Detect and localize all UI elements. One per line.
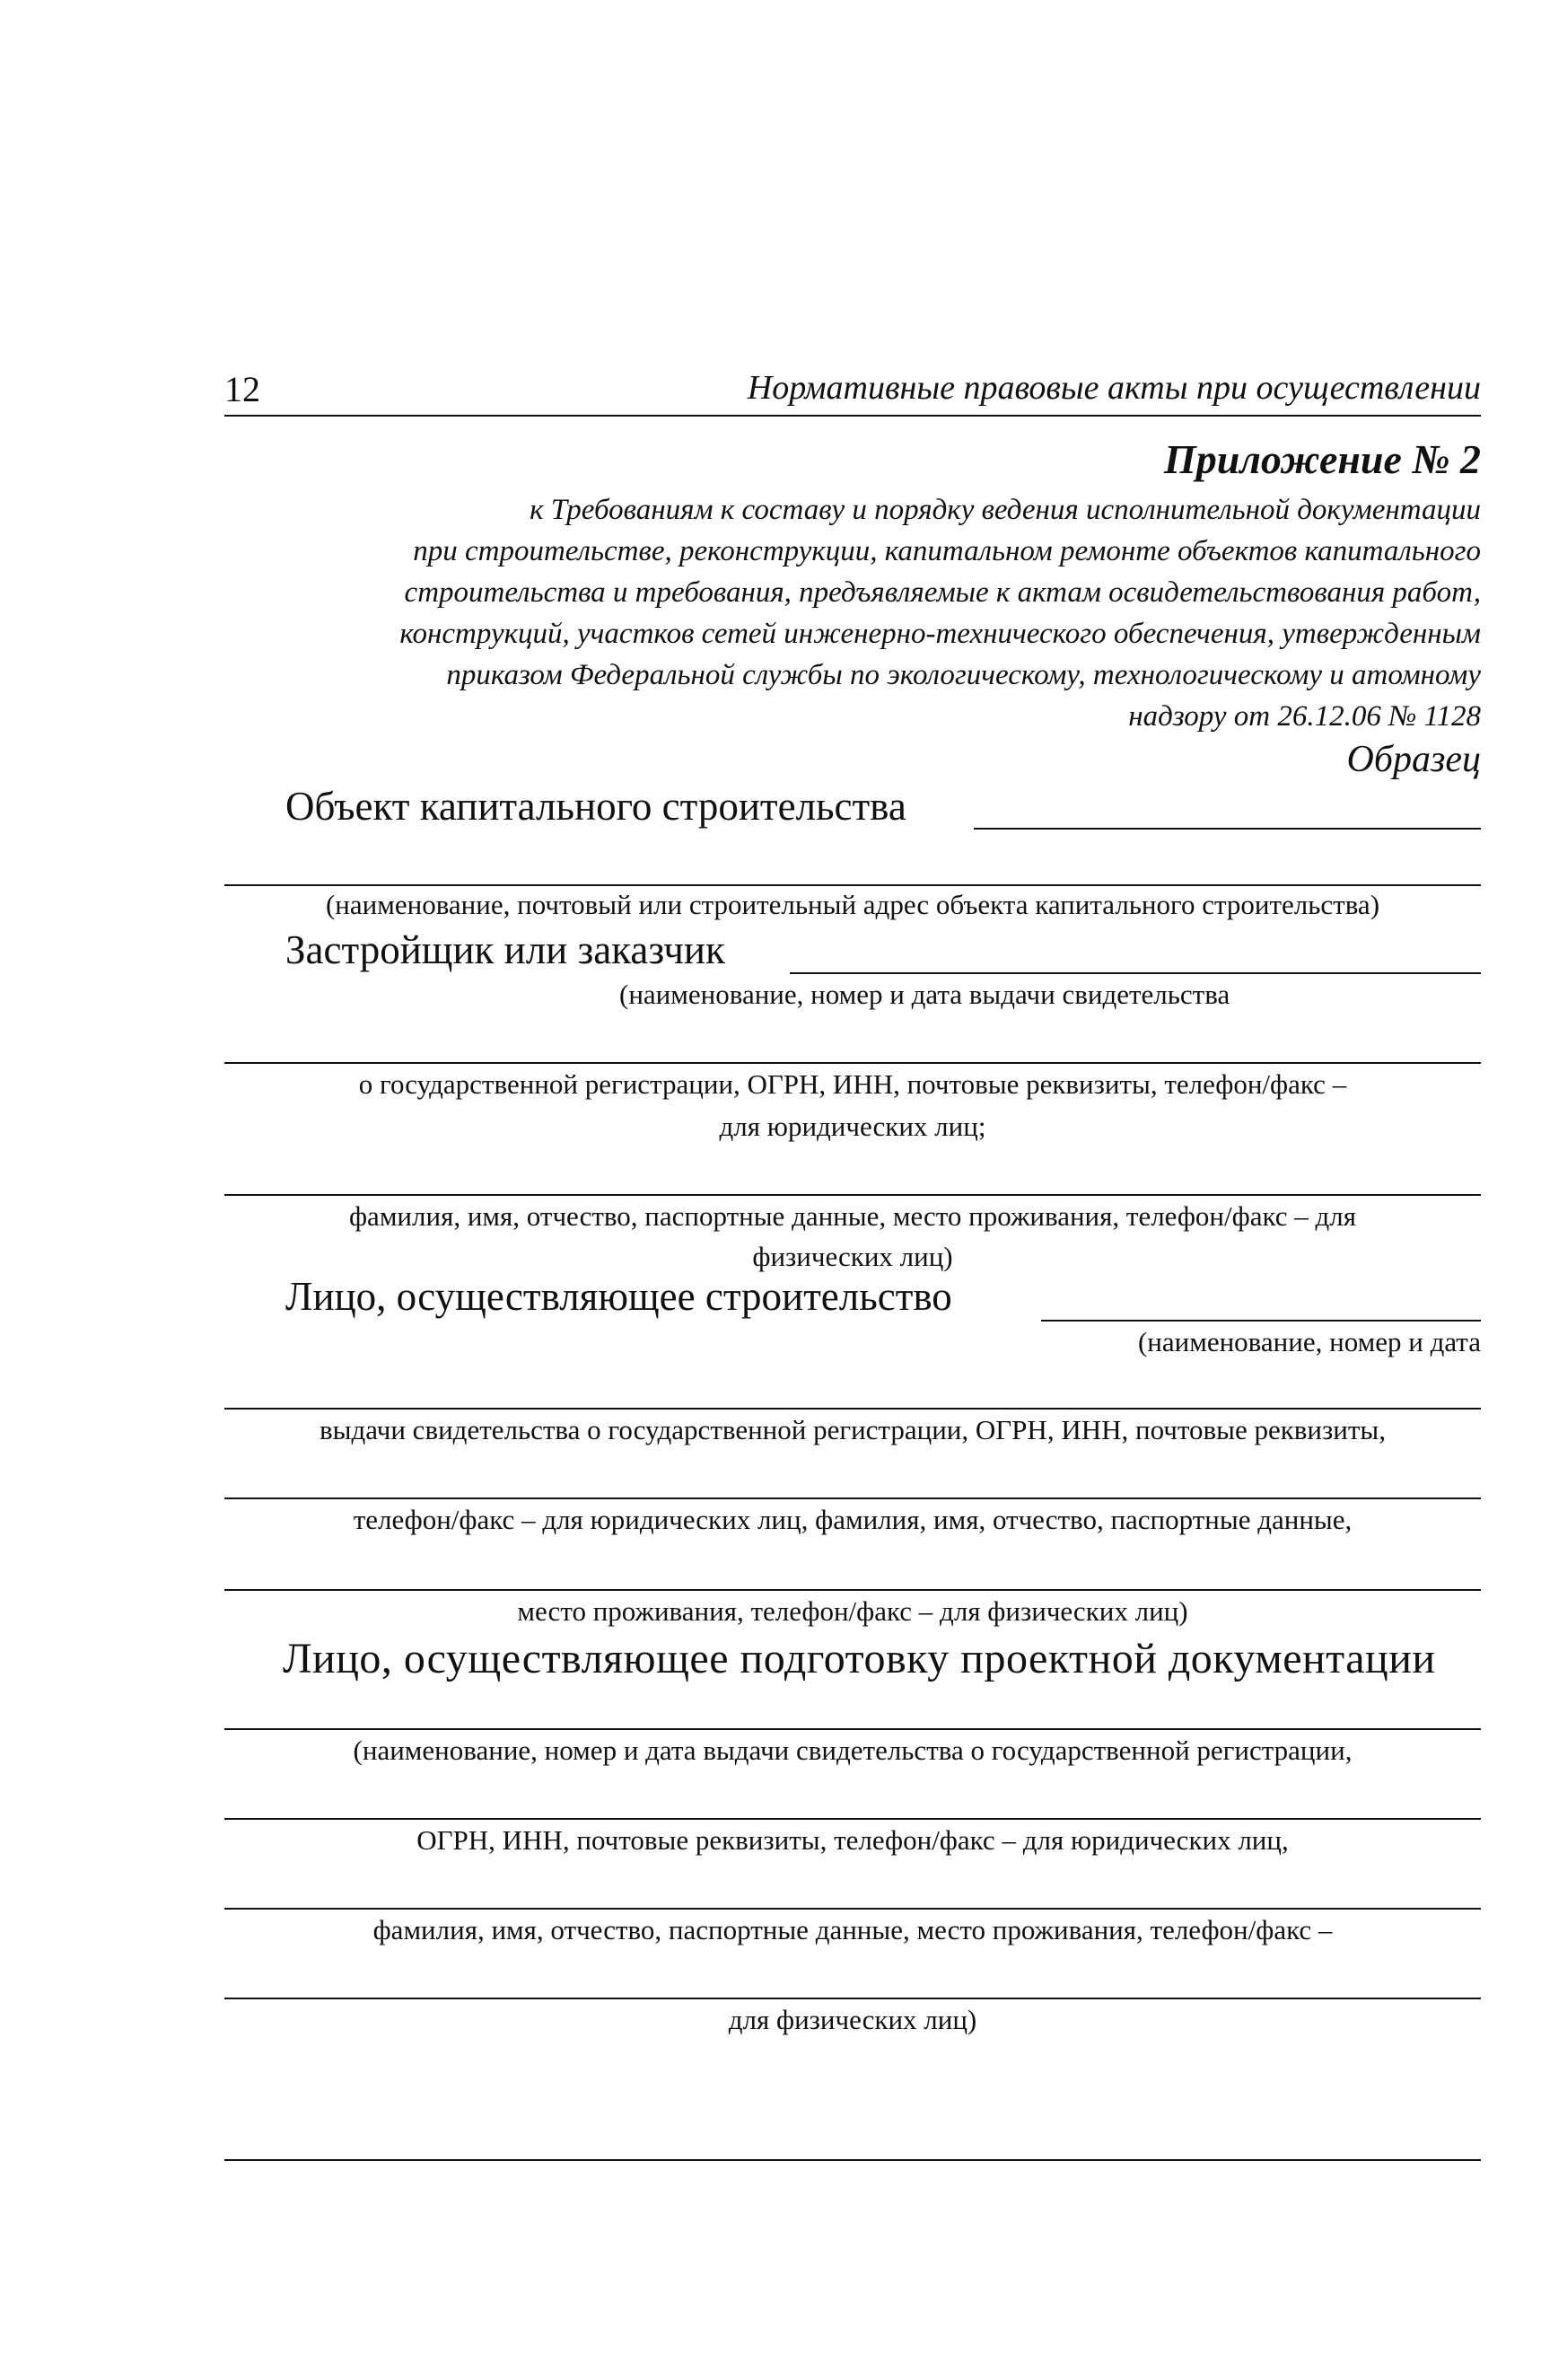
- builder-note: телефон/факс – для юридических лиц, фамилия, имя, отчество, паспортные данные,: [353, 1504, 1353, 1535]
- builder-input-line[interactable]: [1041, 1320, 1481, 1322]
- object-note: (наименование, почтовый или строительный адрес объекта капитального строительства): [325, 889, 1380, 920]
- developer-note: о государственной регистрации, ОГРН, ИНН, почтовые реквизиты, телефон/факс –: [358, 1068, 1347, 1100]
- designer-input-line[interactable]: [224, 1728, 1481, 1730]
- designer-note: для физических лиц): [728, 2004, 977, 2035]
- designer-note: фамилия, имя, отчество, паспортные данные, место проживания, телефон/факс –: [372, 1914, 1333, 1945]
- page-number: 12: [224, 369, 260, 409]
- appendix-line: надзору от 26.12.06 № 1128: [1128, 700, 1481, 733]
- developer-input-line[interactable]: [790, 972, 1481, 974]
- developer-input-line-3[interactable]: [224, 1194, 1481, 1196]
- builder-note: выдачи свидетельства о государственной регистрации, ОГРН, ИНН, почтовые реквизиты,: [320, 1414, 1386, 1445]
- sample-label: Образец: [1346, 739, 1481, 780]
- designer-input-line-2[interactable]: [224, 1818, 1481, 1820]
- designer-label: Лицо, осуществляющее подготовку проектной документации: [283, 1635, 1436, 1682]
- builder-input-line-2[interactable]: [224, 1408, 1481, 1410]
- appendix-line: к Требованиям к составу и порядку ведения исполнительной документации: [530, 494, 1481, 526]
- designer-note: (наименование, номер и дата выдачи свидетельства о государственной регистрации,: [353, 1735, 1353, 1766]
- developer-label: Застройщик или заказчик: [285, 927, 725, 972]
- object-input-line[interactable]: [974, 828, 1481, 830]
- running-title: Нормативные правовые акты при осуществлении: [747, 369, 1481, 407]
- developer-note: для юридических лиц;: [719, 1111, 986, 1142]
- header-rule: [224, 415, 1481, 417]
- builder-note: (наименование, номер и дата: [1137, 1326, 1481, 1357]
- trailing-input-line[interactable]: [224, 2159, 1481, 2161]
- developer-note: фамилия, имя, отчество, паспортные данные, место проживания, телефон/факс – для: [348, 1200, 1357, 1232]
- object-label: Объект капитального строительства: [285, 784, 906, 829]
- designer-input-line-3[interactable]: [224, 1908, 1481, 1910]
- appendix-line: приказом Федеральной службы по экологическому, технологическому и атомному: [446, 659, 1481, 691]
- appendix-title: Приложение № 2: [1163, 436, 1481, 482]
- developer-note: (наименование, номер и дата выдачи свидетельства: [619, 979, 1230, 1010]
- designer-input-line-4[interactable]: [224, 1998, 1481, 1999]
- appendix-line: при строительстве, реконструкции, капитальном ремонте объектов капитального: [413, 535, 1481, 567]
- object-input-line-2[interactable]: [224, 884, 1481, 886]
- developer-note: физических лиц): [752, 1241, 953, 1272]
- developer-input-line-2[interactable]: [224, 1062, 1481, 1064]
- builder-label: Лицо, осуществляющее строительство: [285, 1274, 952, 1319]
- appendix-line: строительства и требования, предъявляемые к актам освидетельствования работ,: [404, 576, 1481, 609]
- appendix-description: [188, 489, 1481, 737]
- builder-input-line-3[interactable]: [224, 1497, 1481, 1499]
- appendix-line: конструкций, участков сетей инженерно-технического обеспечения, утвержденным: [399, 618, 1481, 650]
- designer-note: ОГРН, ИНН, почтовые реквизиты, телефон/факс – для юридических лиц,: [416, 1824, 1289, 1856]
- builder-input-line-4[interactable]: [224, 1589, 1481, 1591]
- builder-note: место проживания, телефон/факс – для физических лиц): [517, 1595, 1188, 1627]
